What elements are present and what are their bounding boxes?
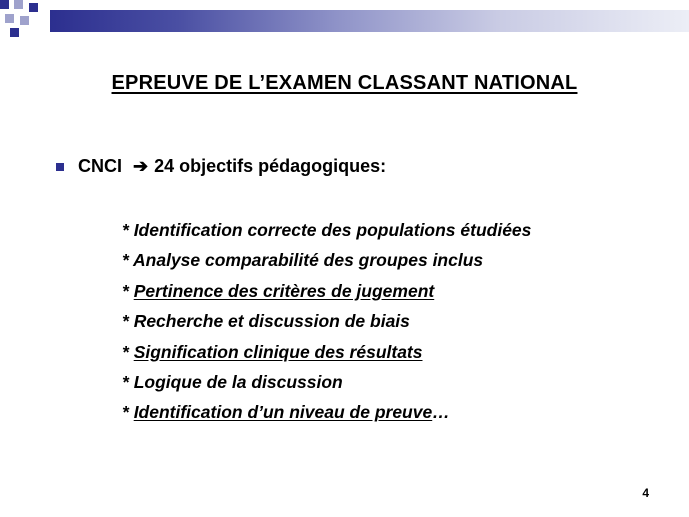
objective-text: Logique de la discussion	[133, 371, 343, 392]
objective-text: Signification clinique des résultats	[133, 341, 423, 362]
objective-text: Pertinence des critères de jugement	[133, 280, 435, 301]
objective-item	[122, 215, 531, 245]
objective-item	[122, 306, 531, 336]
bullet-square-icon	[56, 163, 64, 171]
arrow-icon: ➔	[133, 156, 149, 176]
objective-item	[122, 397, 531, 427]
objective-star: *	[122, 311, 134, 332]
objective-item	[122, 337, 531, 367]
objective-text: Analyse comparabilité des groupes inclus	[133, 250, 484, 271]
objective-item	[122, 276, 531, 306]
objective-star: *	[122, 280, 134, 301]
decorative-squares	[0, 0, 50, 40]
main-bullet-text	[78, 156, 386, 177]
bullet-prefix: CNCI	[78, 156, 122, 176]
objective-star: *	[122, 250, 134, 271]
objective-star: *	[122, 341, 134, 362]
objectives-list	[122, 215, 531, 428]
page-number: 4	[642, 486, 649, 500]
objective-suffix: …	[432, 402, 450, 423]
bullet-main-text: 24 objectifs pédagogiques:	[154, 156, 387, 176]
objective-text: Identification d’un niveau de preuve	[133, 402, 433, 423]
objective-star: *	[122, 402, 134, 423]
objective-text: Recherche et discussion de biais	[133, 311, 410, 332]
objective-text: Identification correcte des populations étudiées	[133, 220, 532, 240]
header-gradient-bar	[50, 10, 689, 32]
objective-item	[122, 245, 531, 275]
objective-item	[122, 367, 531, 397]
main-bullet	[56, 156, 386, 177]
slide-title: EPREUVE DE L’EXAMEN CLASSANT NATIONAL	[111, 72, 578, 94]
objective-star: *	[122, 371, 134, 392]
objective-star: *	[122, 220, 134, 240]
